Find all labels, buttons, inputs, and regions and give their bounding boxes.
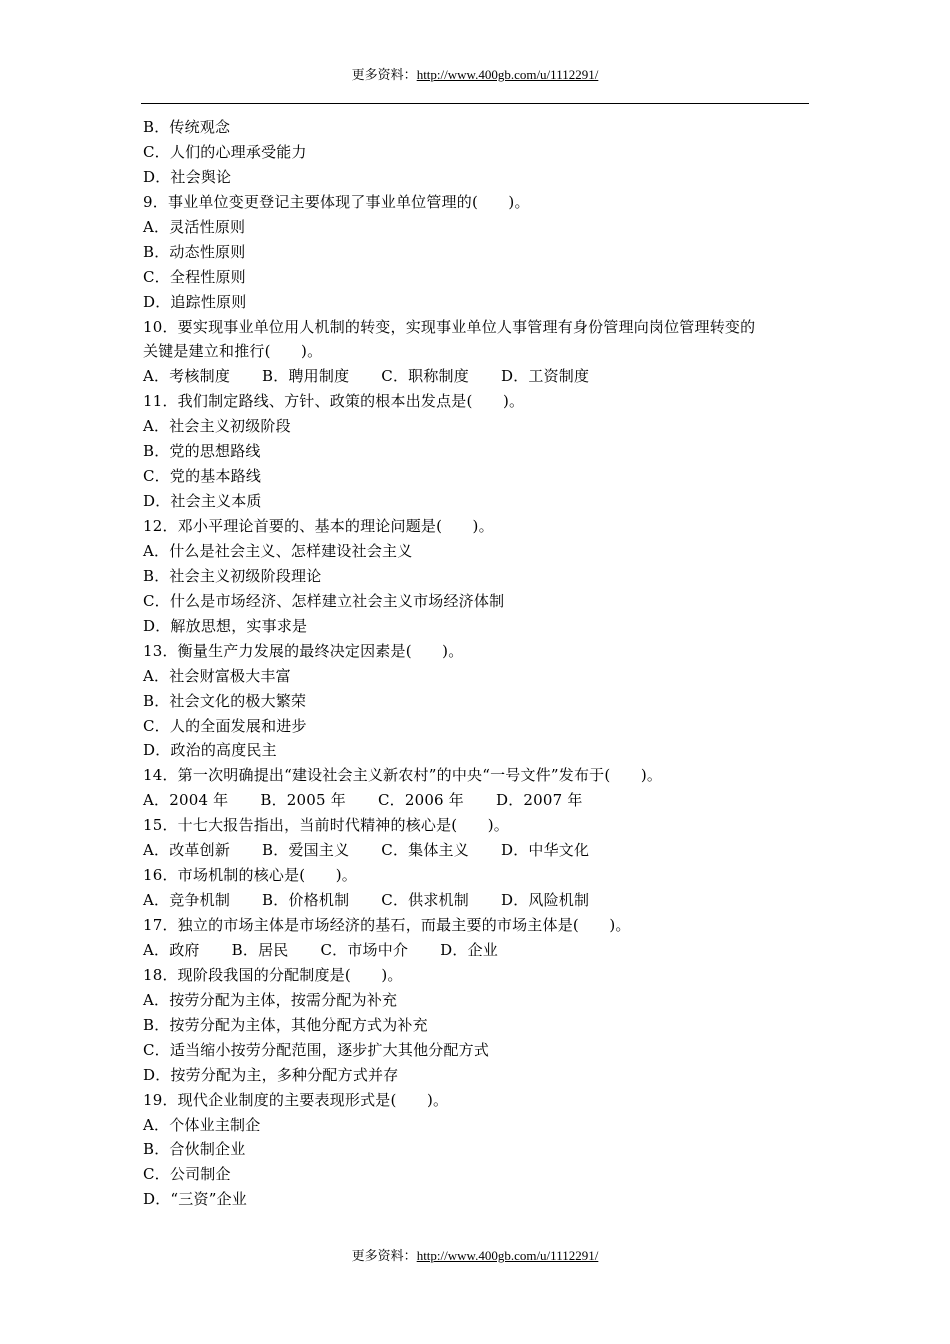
text-line: 10．要实现事业单位用人机制的转变，实现事业单位人事管理有身份管理向岗位管理转变的 [143,317,756,336]
text-line: 11．我们制定路线、方针、政策的根本出发点是( )。 [143,392,525,411]
inline-options-line [143,938,811,963]
text-line: D．社会主义本质 [143,492,262,511]
option-text: D．中华文化 [500,841,590,860]
header-link[interactable]: http://www.400gb.com/u/1112291/ [416,67,599,82]
text-line: C．全程性原则 [143,267,246,286]
text-line: A．灵活性原则 [143,217,246,236]
text-line: C．什么是市场经济、怎样建立社会主义市场经济体制 [143,591,505,610]
text-line: D．社会舆论 [143,167,232,186]
text-line: A．按劳分配为主体，按需分配为补充 [143,990,398,1009]
option-text: B．聘用制度 [262,367,350,386]
page-header [0,66,950,85]
option-text: C．市场中介 [320,940,409,959]
text-line: 关键是建立和推行( )。 [143,342,323,361]
inline-options-line [143,364,811,389]
option-text: D．2007 年 [495,791,583,810]
option-text: A．政府 [143,940,200,959]
option-text: D．风险机制 [500,891,590,910]
text-line: 18．现阶段我国的分配制度是( )。 [143,965,403,984]
text-line: 12．邓小平理论首要的、基本的理论问题是( )。 [143,517,494,535]
text-line: A．社会财富极大丰富 [143,666,291,685]
inline-options-line [143,788,811,813]
option-text: D．企业 [440,940,498,959]
option-text: B．居民 [231,940,289,959]
text-line: B．传统观念 [143,118,231,136]
option-text: B．价格机制 [262,891,350,910]
text-line: 15．十七大报告指出，当前时代精神的核心是( )。 [143,816,509,835]
text-line: C．适当缩小按劳分配范围，逐步扩大其他分配方式 [143,1040,490,1059]
text-line: A．个体业主制企 [143,1115,261,1134]
inline-options-line [143,838,811,863]
text-line: 16．市场机制的核心是( )。 [143,866,357,885]
text-line: 13．衡量生产力发展的最终决定因素是( )。 [143,641,464,660]
text-line: C．人们的心理承受能力 [143,142,307,161]
text-line: 17．独立的市场主体是市场经济的基石，而最主要的市场主体是( )。 [143,916,631,934]
option-text: B．爱国主义 [262,841,350,860]
option-text: D．工资制度 [500,367,590,386]
text-line: D．按劳分配为主，多种分配方式并存 [143,1065,399,1084]
option-text: B．2005 年 [260,791,346,810]
text-line: B．合伙制企业 [143,1140,246,1159]
text-line: B．社会文化的极大繁荣 [143,691,307,710]
footer-link[interactable]: http://www.400gb.com/u/1112291/ [416,1248,599,1263]
footer-label: 更多资料： [351,1249,417,1264]
option-text: A．2004 年 [143,791,229,810]
text-line: C．人的全面发展和进步 [143,716,307,735]
text-line: D．“三资”企业 [143,1190,247,1209]
header-label: 更多资料： [351,68,417,83]
text-line: A．社会主义初级阶段 [143,417,291,436]
option-text: A．改革创新 [143,841,231,860]
text-line: 9．事业单位变更登记主要体现了事业单位管理的( )。 [143,192,530,211]
text-line: C．党的基本路线 [143,467,262,486]
text-line: B．社会主义初级阶段理论 [143,566,322,585]
text-line: D．追踪性原则 [143,292,247,311]
header-divider [141,103,809,104]
text-line: B．按劳分配为主体，其他分配方式为补充 [143,1015,428,1034]
option-text: C．2006 年 [377,791,464,810]
page-footer [0,1247,950,1266]
option-text: C．职称制度 [381,367,469,386]
option-text: A．考核制度 [143,367,231,386]
text-line: 19．现代企业制度的主要表现形式是( )。 [143,1090,449,1109]
text-line: A．什么是社会主义、怎样建设社会主义 [143,541,413,560]
inline-options-line [143,888,811,913]
option-text: C．集体主义 [381,841,469,860]
text-line: D．解放思想，实事求是 [143,616,308,635]
option-text: A．竞争机制 [143,891,231,910]
text-line: 14．第一次明确提出“建设社会主义新农村”的中央“一号文件”发布于( )。 [143,766,663,785]
text-line: B．党的思想路线 [143,442,261,461]
text-line: B．动态性原则 [143,242,246,261]
text-line: C．公司制企 [143,1165,231,1184]
text-line: D．政治的高度民主 [143,741,277,760]
option-text: C．供求机制 [381,891,469,910]
question-list [143,115,811,1212]
